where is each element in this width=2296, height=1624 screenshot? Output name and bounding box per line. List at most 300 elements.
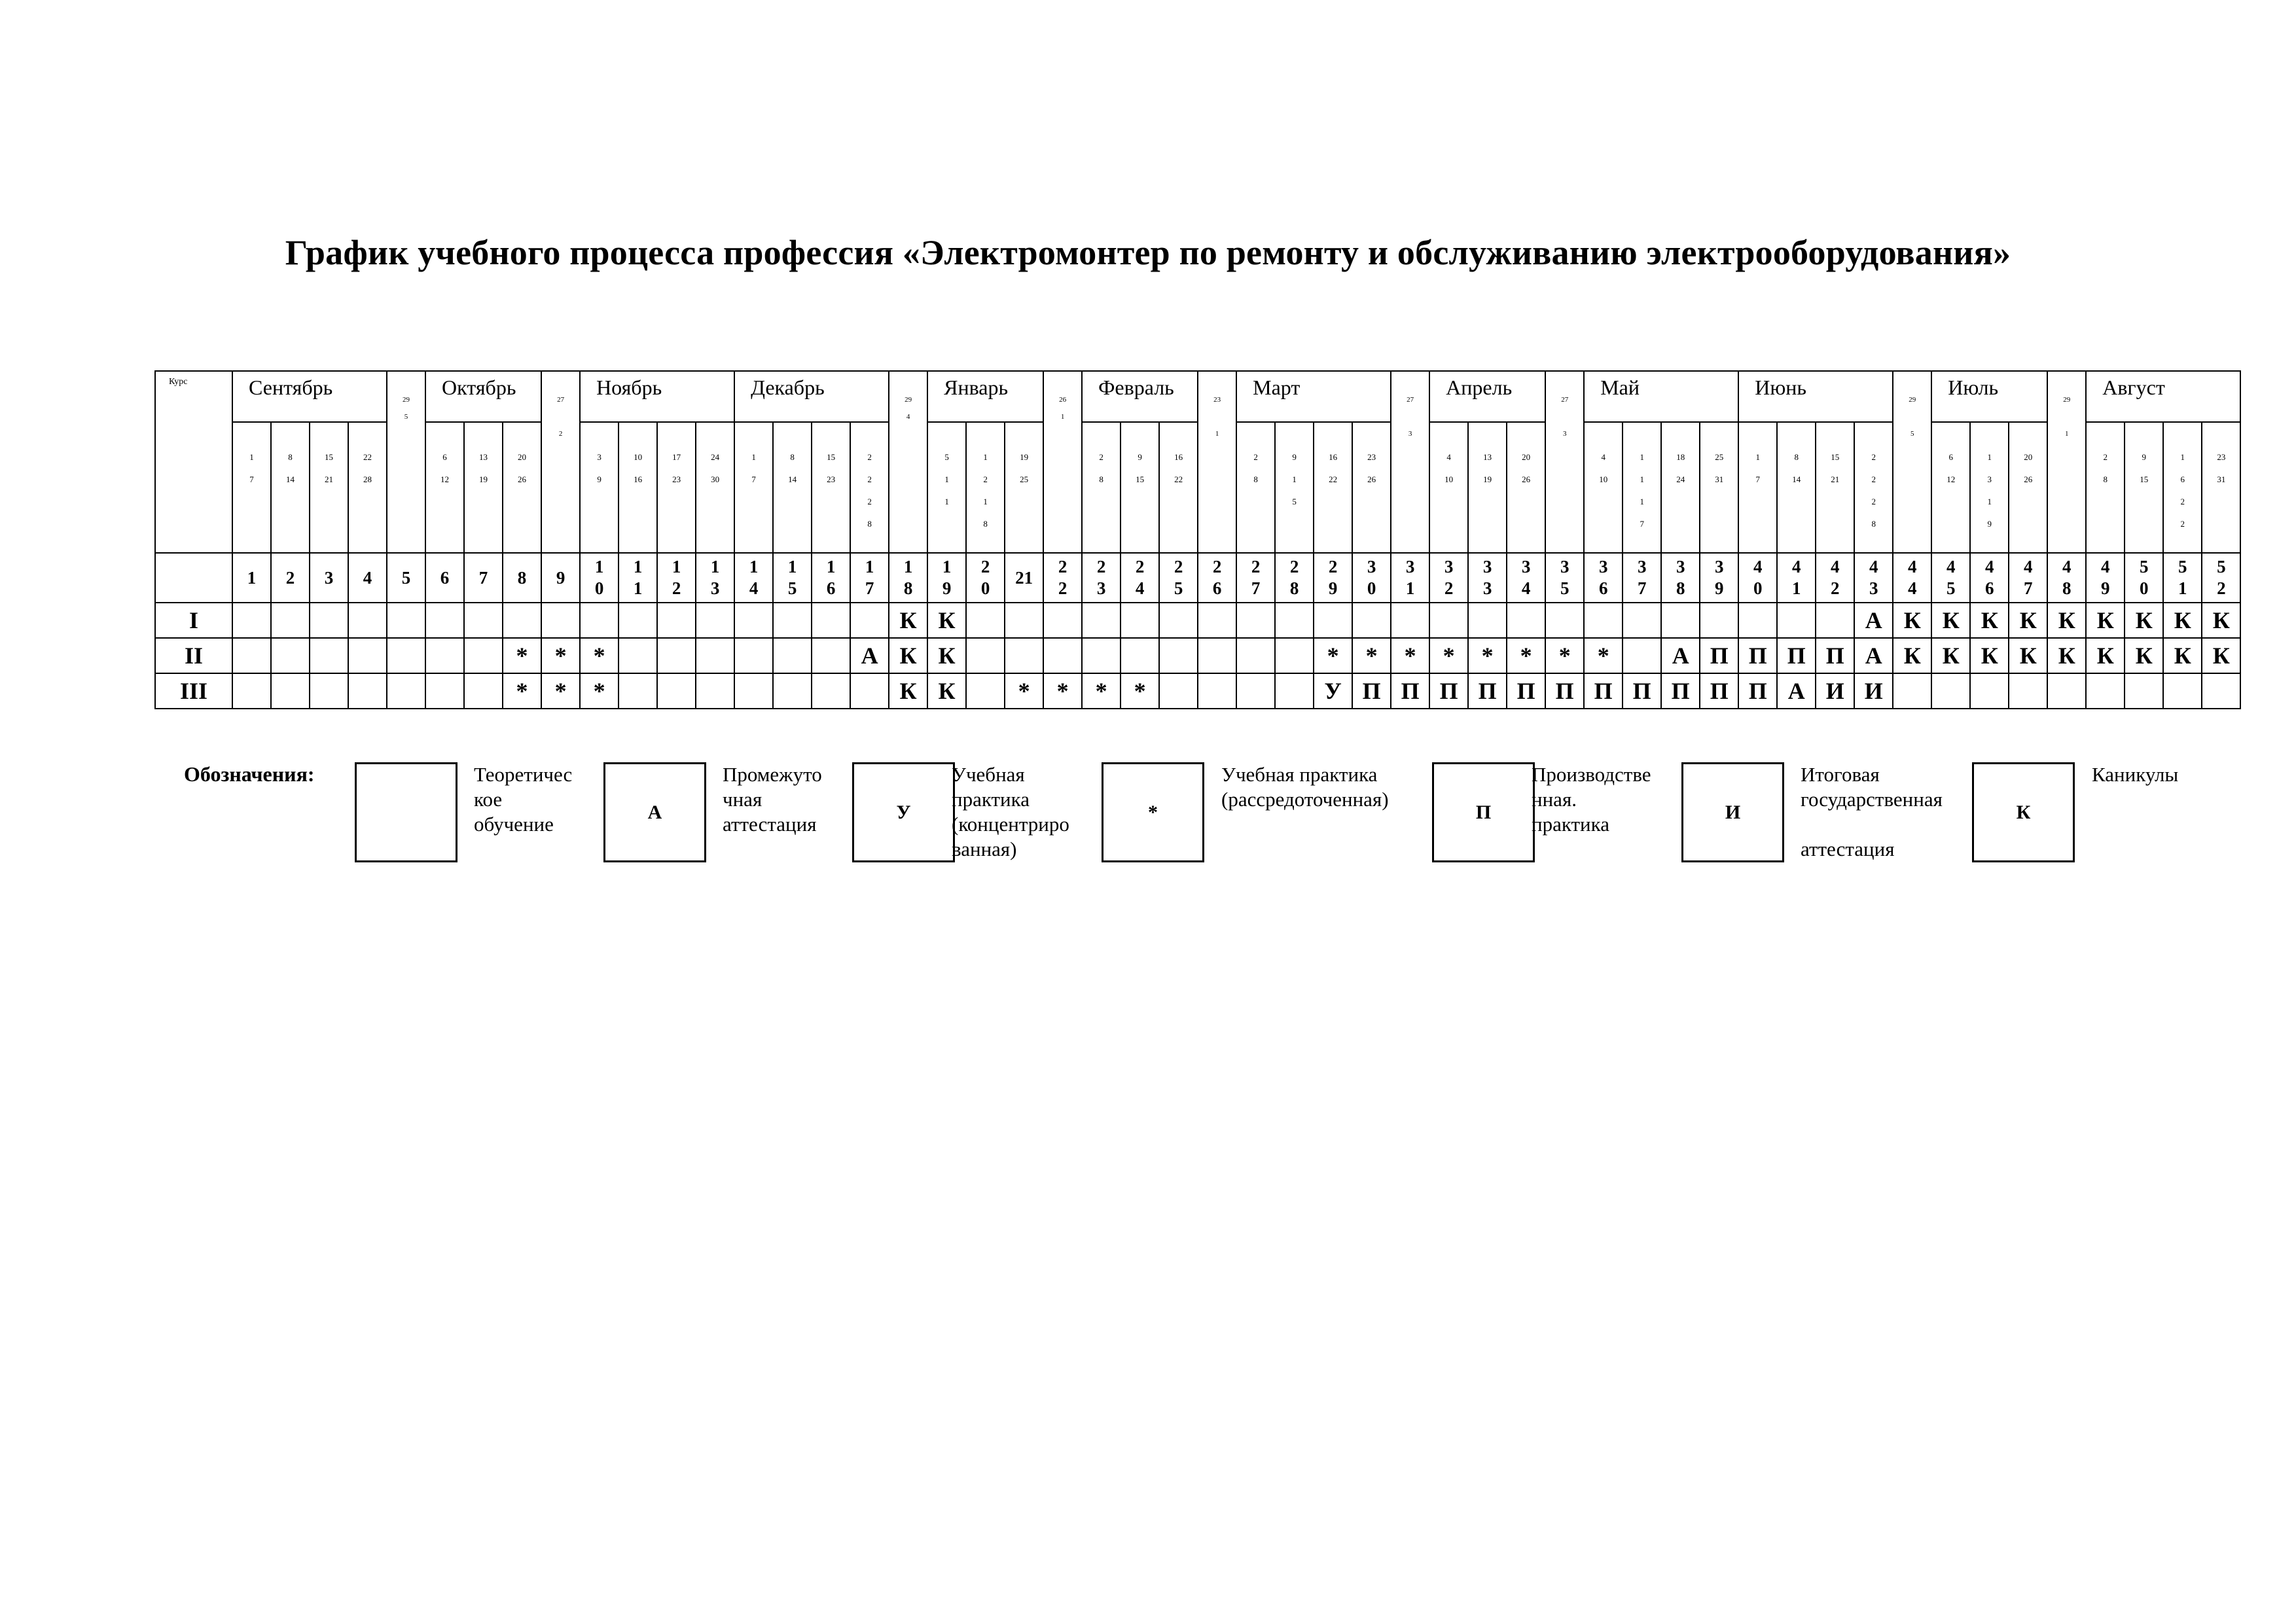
schedule-cell: [1623, 603, 1661, 638]
schedule-cell: [1931, 673, 1970, 709]
week-number: 3 5: [1545, 553, 1584, 603]
schedule-cell: И: [1854, 673, 1893, 709]
schedule-cell: [1661, 603, 1700, 638]
week-date-range: 2 8: [1082, 422, 1121, 553]
schedule-cell: [503, 603, 541, 638]
schedule-cell: И: [1816, 673, 1854, 709]
schedule-cell: К: [927, 603, 966, 638]
month-header: Апрель: [1429, 371, 1545, 422]
course-label: III: [155, 673, 232, 709]
transition-week: 29 5: [1893, 371, 1931, 553]
schedule-cell: [348, 603, 387, 638]
schedule-cell: [619, 673, 657, 709]
schedule-cell: [1391, 603, 1429, 638]
schedule-cell: К: [889, 638, 927, 673]
transition-week: 27 3: [1391, 371, 1429, 553]
schedule-cell: К: [2009, 638, 2047, 673]
schedule-cell: К: [927, 638, 966, 673]
week-date-range: 15 21: [310, 422, 348, 553]
schedule-cell: [734, 638, 773, 673]
week-number: 2: [271, 553, 310, 603]
week-date-range: 1 1 1 7: [1623, 422, 1661, 553]
schedule-cell: [1314, 603, 1352, 638]
schedule-cell: [1816, 603, 1854, 638]
month-header: Март: [1236, 371, 1391, 422]
schedule-cell: *: [1545, 638, 1584, 673]
schedule-cell: [812, 638, 850, 673]
course-label: I: [155, 603, 232, 638]
legend-symbol-box: У: [852, 762, 955, 862]
week-date-range: 9 15: [1121, 422, 1159, 553]
schedule-cell: П: [1468, 673, 1507, 709]
week-number: 21: [1005, 553, 1043, 603]
schedule-cell: [812, 603, 850, 638]
schedule-cell: [1082, 638, 1121, 673]
schedule-cell: *: [541, 673, 580, 709]
week-number: 1 4: [734, 553, 773, 603]
schedule-cell: [1275, 638, 1314, 673]
week-number: 3 9: [1700, 553, 1738, 603]
schedule-cell: [580, 603, 619, 638]
legend-description: Итоговая государственная аттестация: [1801, 763, 1943, 860]
schedule-cell: [1545, 603, 1584, 638]
week-number: 3 7: [1623, 553, 1661, 603]
schedule-cell: [1623, 638, 1661, 673]
schedule-cell: [1468, 603, 1507, 638]
schedule-cell: *: [503, 638, 541, 673]
legend-description: Теоретичес кое обучение: [474, 763, 573, 836]
schedule-cell: [541, 603, 580, 638]
week-number: 4 3: [1854, 553, 1893, 603]
schedule-cell: П: [1700, 638, 1738, 673]
schedule-cell: [1121, 603, 1159, 638]
schedule-cell: [1584, 603, 1623, 638]
week-date-range: 2 2 2 8: [1854, 422, 1893, 553]
schedule-cell: П: [1777, 638, 1816, 673]
schedule-cell: [310, 603, 348, 638]
schedule-cell: *: [1314, 638, 1352, 673]
schedule-cell: П: [1584, 673, 1623, 709]
schedule-cell: К: [927, 673, 966, 709]
schedule-cell: [232, 603, 271, 638]
week-number: 5 0: [2125, 553, 2163, 603]
week-number: 4 0: [1738, 553, 1777, 603]
week-number: 4 5: [1931, 553, 1970, 603]
legend-title: Обозначения:: [184, 762, 315, 786]
week-number: 3 2: [1429, 553, 1468, 603]
week-number: 8: [503, 553, 541, 603]
week-number: 2 0: [966, 553, 1005, 603]
week-date-range: 3 9: [580, 422, 619, 553]
week-date-range: 10 16: [619, 422, 657, 553]
schedule-cell: [2125, 673, 2163, 709]
schedule-cell: К: [2163, 638, 2202, 673]
month-header: Май: [1584, 371, 1738, 422]
schedule-cell: К: [2125, 603, 2163, 638]
schedule-cell: [619, 603, 657, 638]
schedule-cell: [1352, 603, 1391, 638]
week-date-range: 24 30: [696, 422, 734, 553]
schedule-cell: [696, 603, 734, 638]
week-date-range: 2 8: [1236, 422, 1275, 553]
schedule-cell: [773, 638, 812, 673]
course-label: II: [155, 638, 232, 673]
week-date-range: 8 14: [773, 422, 812, 553]
schedule-cell: *: [1429, 638, 1468, 673]
schedule-cell: [657, 603, 696, 638]
schedule-cell: [425, 603, 464, 638]
schedule-cell: К: [2163, 603, 2202, 638]
schedule-cell: [2009, 673, 2047, 709]
week-date-range: 1 7: [232, 422, 271, 553]
transition-week: 29 4: [889, 371, 927, 553]
schedule-cell: *: [503, 673, 541, 709]
week-number: 3 4: [1507, 553, 1545, 603]
page-title: График учебного процесса профессия «Электромонтер по ремонту и обслуживанию электрооборудования»: [285, 233, 2011, 272]
schedule-cell: [310, 673, 348, 709]
week-date-range: 1 6 2 2: [2163, 422, 2202, 553]
schedule-cell: П: [1623, 673, 1661, 709]
schedule-cell: [734, 603, 773, 638]
course-row: [155, 638, 2240, 673]
schedule-cell: К: [2009, 603, 2047, 638]
legend-description: Учебная практика (концентриро ванная): [952, 763, 1069, 860]
week-date-range: 2 2 2 8: [850, 422, 889, 553]
schedule-cell: К: [1931, 638, 1970, 673]
schedule-cell: [1275, 673, 1314, 709]
schedule-cell: П: [1738, 673, 1777, 709]
schedule-cell: [1121, 638, 1159, 673]
week-number: 3 6: [1584, 553, 1623, 603]
week-number: 2 3: [1082, 553, 1121, 603]
week-date-range: 13 19: [464, 422, 503, 553]
schedule-cell: [773, 673, 812, 709]
week-number: 4: [348, 553, 387, 603]
schedule-cell: [232, 673, 271, 709]
legend-description: Промежуто чная аттестация: [723, 763, 822, 836]
week-date-range: 1 2 1 8: [966, 422, 1005, 553]
schedule-table: [154, 370, 2241, 709]
month-header: Август: [2086, 371, 2240, 422]
legend-description: Учебная практика (рассредоточенная): [1221, 763, 1389, 811]
schedule-cell: [232, 638, 271, 673]
schedule-cell: П: [1507, 673, 1545, 709]
transition-week: 26 1: [1043, 371, 1082, 553]
schedule-cell: [2163, 673, 2202, 709]
schedule-cell: *: [1507, 638, 1545, 673]
schedule-cell: *: [1121, 673, 1159, 709]
schedule-cell: К: [2047, 603, 2086, 638]
schedule-cell: [1005, 603, 1043, 638]
month-header-row: [155, 371, 2240, 422]
week-number: 1 8: [889, 553, 927, 603]
schedule-cell: [1507, 603, 1545, 638]
week-date-range: 8 14: [1777, 422, 1816, 553]
schedule-cell: [2086, 673, 2125, 709]
schedule-cell: [425, 673, 464, 709]
schedule-cell: К: [2202, 603, 2240, 638]
week-date-range: 20 26: [1507, 422, 1545, 553]
schedule-cell: К: [1893, 638, 1931, 673]
schedule-cell: [850, 673, 889, 709]
week-date-range: 6 12: [425, 422, 464, 553]
week-number: 2 9: [1314, 553, 1352, 603]
week-date-range: 18 24: [1661, 422, 1700, 553]
week-number: 3 3: [1468, 553, 1507, 603]
schedule-cell: [2202, 673, 2240, 709]
week-number: 4 4: [1893, 553, 1931, 603]
schedule-table-wrapper: [154, 370, 2241, 709]
week-date-range: 25 31: [1700, 422, 1738, 553]
week-number: 2 8: [1275, 553, 1314, 603]
schedule-cell: *: [541, 638, 580, 673]
schedule-cell: *: [1584, 638, 1623, 673]
schedule-cell: [1198, 638, 1236, 673]
week-date-range: 17 23: [657, 422, 696, 553]
week-number: 4 8: [2047, 553, 2086, 603]
week-date-range: 22 28: [348, 422, 387, 553]
week-number: 1 5: [773, 553, 812, 603]
week-number: 3: [310, 553, 348, 603]
week-date-range: 1 3 1 9: [1970, 422, 2009, 553]
transition-week: 29 1: [2047, 371, 2086, 553]
schedule-cell: [1236, 603, 1275, 638]
week-date-range: 8 14: [271, 422, 310, 553]
week-number: 3 1: [1391, 553, 1429, 603]
schedule-cell: К: [2125, 638, 2163, 673]
week-date-range: 4 10: [1429, 422, 1468, 553]
schedule-cell: [387, 638, 425, 673]
schedule-cell: [696, 638, 734, 673]
month-header: Ноябрь: [580, 371, 734, 422]
course-row: [155, 673, 2240, 709]
week-number-corner: [155, 553, 232, 603]
schedule-cell: П: [1816, 638, 1854, 673]
schedule-cell: *: [1005, 673, 1043, 709]
week-date-range: 4 10: [1584, 422, 1623, 553]
week-date-range: 9 15: [2125, 422, 2163, 553]
week-date-range: 15 23: [812, 422, 850, 553]
schedule-cell: *: [580, 638, 619, 673]
schedule-cell: [1970, 673, 2009, 709]
week-date-range: 9 1 5: [1275, 422, 1314, 553]
week-date-range: 20 26: [503, 422, 541, 553]
schedule-cell: [387, 673, 425, 709]
legend-symbol-box: [355, 762, 457, 862]
schedule-cell: П: [1352, 673, 1391, 709]
week-number: 2 5: [1159, 553, 1198, 603]
week-date-range: 5 1 1: [927, 422, 966, 553]
week-number: 3 8: [1661, 553, 1700, 603]
schedule-cell: [773, 603, 812, 638]
schedule-cell: А: [1661, 638, 1700, 673]
week-number-row: [155, 553, 2240, 603]
week-number: 4 2: [1816, 553, 1854, 603]
schedule-cell: К: [2086, 603, 2125, 638]
legend-symbol-box: К: [1972, 762, 2075, 862]
week-number: 4 1: [1777, 553, 1816, 603]
schedule-cell: [1700, 603, 1738, 638]
schedule-cell: А: [1854, 603, 1893, 638]
schedule-cell: [734, 673, 773, 709]
schedule-cell: [1893, 673, 1931, 709]
week-date-range: 6 12: [1931, 422, 1970, 553]
week-number: 5 2: [2202, 553, 2240, 603]
schedule-cell: К: [889, 603, 927, 638]
schedule-cell: [966, 603, 1005, 638]
schedule-cell: [812, 673, 850, 709]
week-number: 1 9: [927, 553, 966, 603]
week-number: 1 2: [657, 553, 696, 603]
week-number: 2 6: [1198, 553, 1236, 603]
schedule-cell: [2047, 673, 2086, 709]
course-header-cell: Курс: [155, 371, 232, 553]
week-number: 7: [464, 553, 503, 603]
legend-description: Производстве нная. практика: [1532, 763, 1651, 836]
schedule-cell: П: [1661, 673, 1700, 709]
schedule-cell: [1159, 603, 1198, 638]
transition-week: 23 1: [1198, 371, 1236, 553]
schedule-cell: [966, 673, 1005, 709]
week-number: 1 6: [812, 553, 850, 603]
schedule-cell: К: [1970, 638, 2009, 673]
schedule-cell: [657, 673, 696, 709]
week-number: 1 3: [696, 553, 734, 603]
schedule-cell: [850, 603, 889, 638]
week-number: 4 6: [1970, 553, 2009, 603]
week-number: 4 7: [2009, 553, 2047, 603]
schedule-cell: А: [850, 638, 889, 673]
week-date-range: 2 8: [2086, 422, 2125, 553]
week-date-range: 20 26: [2009, 422, 2047, 553]
transition-week: 27 3: [1545, 371, 1584, 553]
month-header: Декабрь: [734, 371, 889, 422]
legend: [0, 762, 2296, 874]
week-number: 1 1: [619, 553, 657, 603]
legend-symbol-box: *: [1102, 762, 1204, 862]
week-date-range: 1 7: [1738, 422, 1777, 553]
schedule-cell: К: [2086, 638, 2125, 673]
schedule-cell: [966, 638, 1005, 673]
week-date-range: 16 22: [1159, 422, 1198, 553]
schedule-cell: [310, 638, 348, 673]
schedule-cell: [425, 638, 464, 673]
schedule-cell: [271, 673, 310, 709]
schedule-cell: [1043, 603, 1082, 638]
schedule-cell: [464, 603, 503, 638]
week-number: 2 2: [1043, 553, 1082, 603]
transition-week: 27 2: [541, 371, 580, 553]
schedule-cell: [348, 673, 387, 709]
schedule-cell: [696, 673, 734, 709]
schedule-cell: А: [1777, 673, 1816, 709]
legend-symbol-box: И: [1681, 762, 1784, 862]
month-header: Сентябрь: [232, 371, 387, 422]
week-date-range: 23 31: [2202, 422, 2240, 553]
week-number: 4 9: [2086, 553, 2125, 603]
schedule-cell: К: [1931, 603, 1970, 638]
schedule-cell: [1777, 603, 1816, 638]
legend-symbol-box: А: [603, 762, 706, 862]
week-number: 3 0: [1352, 553, 1391, 603]
schedule-cell: *: [1082, 673, 1121, 709]
schedule-cell: *: [1468, 638, 1507, 673]
schedule-cell: П: [1700, 673, 1738, 709]
schedule-cell: [1429, 603, 1468, 638]
schedule-cell: К: [1970, 603, 2009, 638]
week-number: 2 7: [1236, 553, 1275, 603]
month-header: Июль: [1931, 371, 2047, 422]
week-number: 1 0: [580, 553, 619, 603]
schedule-cell: [348, 638, 387, 673]
week-number: 5: [387, 553, 425, 603]
schedule-cell: [1236, 673, 1275, 709]
legend-symbol-box: П: [1432, 762, 1535, 862]
schedule-cell: [657, 638, 696, 673]
transition-week: 29 5: [387, 371, 425, 553]
schedule-cell: [271, 638, 310, 673]
schedule-cell: [1082, 603, 1121, 638]
week-date-range: 1 7: [734, 422, 773, 553]
month-header: Февраль: [1082, 371, 1198, 422]
schedule-cell: [464, 673, 503, 709]
schedule-cell: П: [1391, 673, 1429, 709]
week-date-range: 19 25: [1005, 422, 1043, 553]
schedule-cell: П: [1738, 638, 1777, 673]
schedule-cell: [271, 603, 310, 638]
schedule-cell: К: [1893, 603, 1931, 638]
schedule-cell: [1236, 638, 1275, 673]
week-number: 9: [541, 553, 580, 603]
week-number: 1 7: [850, 553, 889, 603]
schedule-cell: К: [2202, 638, 2240, 673]
schedule-cell: [387, 603, 425, 638]
week-date-range: 16 22: [1314, 422, 1352, 553]
schedule-cell: [464, 638, 503, 673]
schedule-cell: [1159, 673, 1198, 709]
schedule-cell: П: [1545, 673, 1584, 709]
schedule-cell: [1198, 673, 1236, 709]
week-number: 2 4: [1121, 553, 1159, 603]
schedule-cell: [1005, 638, 1043, 673]
schedule-cell: *: [580, 673, 619, 709]
month-header: Октябрь: [425, 371, 541, 422]
schedule-cell: К: [889, 673, 927, 709]
schedule-cell: П: [1429, 673, 1468, 709]
week-number: 1: [232, 553, 271, 603]
legend-description: Каникулы: [2092, 763, 2179, 786]
schedule-cell: А: [1854, 638, 1893, 673]
week-number: 6: [425, 553, 464, 603]
schedule-cell: *: [1043, 673, 1082, 709]
schedule-cell: [619, 638, 657, 673]
schedule-cell: У: [1314, 673, 1352, 709]
schedule-cell: [1043, 638, 1082, 673]
schedule-cell: [1738, 603, 1777, 638]
schedule-cell: [1198, 603, 1236, 638]
schedule-cell: К: [2047, 638, 2086, 673]
course-row: [155, 603, 2240, 638]
schedule-cell: *: [1391, 638, 1429, 673]
schedule-cell: [1275, 603, 1314, 638]
week-number: 5 1: [2163, 553, 2202, 603]
week-date-range: 15 21: [1816, 422, 1854, 553]
schedule-cell: [1159, 638, 1198, 673]
month-header: Январь: [927, 371, 1043, 422]
week-date-range: 23 26: [1352, 422, 1391, 553]
schedule-cell: *: [1352, 638, 1391, 673]
month-header: Июнь: [1738, 371, 1893, 422]
